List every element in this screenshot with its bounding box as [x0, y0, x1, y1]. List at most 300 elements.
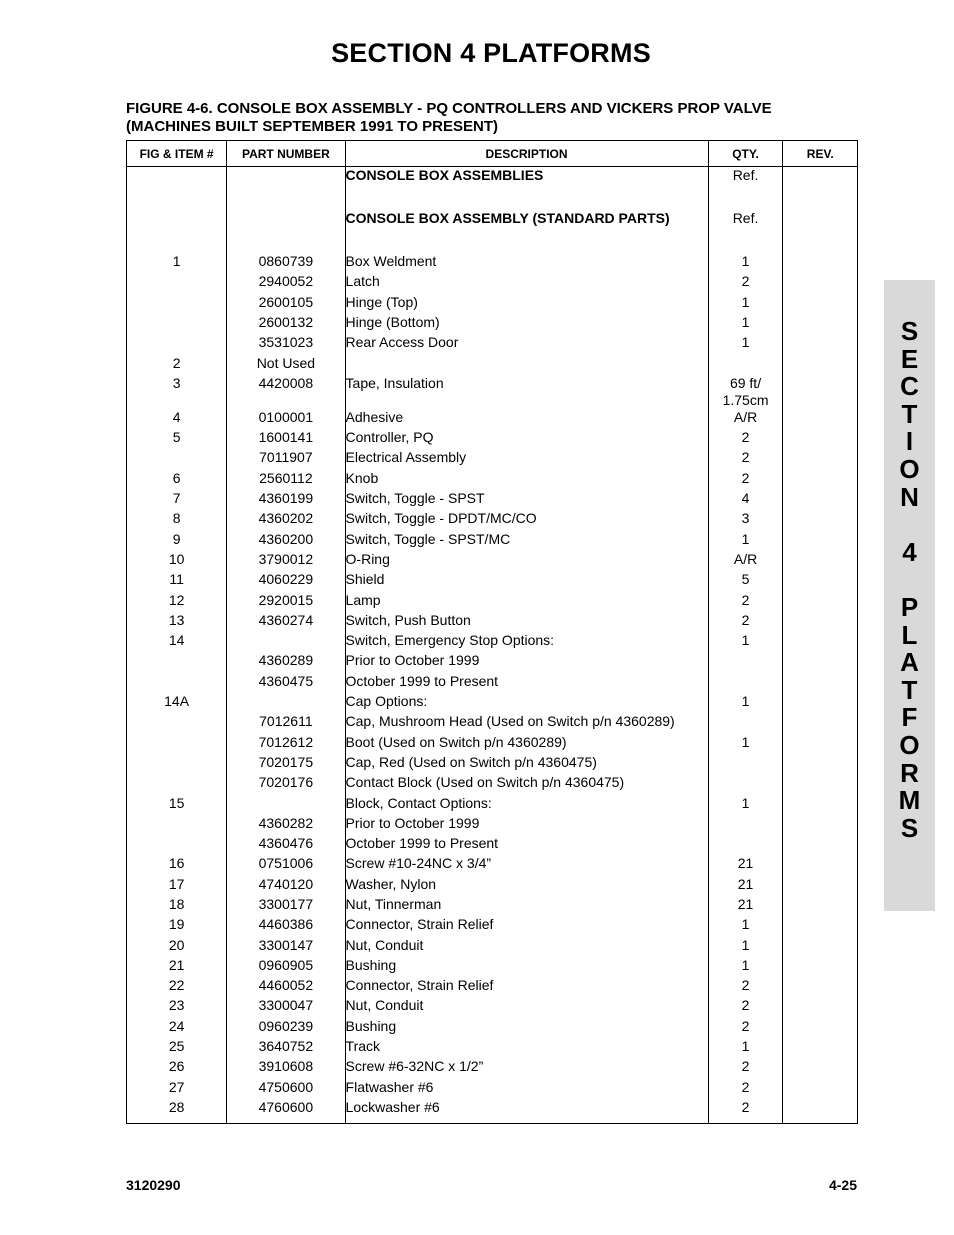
- cell-description: [345, 355, 708, 375]
- cell-rev: [783, 429, 858, 449]
- cell-qty: Ref.: [708, 210, 783, 230]
- table-row: [127, 490, 858, 510]
- cell-description: Cap Options:: [345, 693, 708, 713]
- cell-qty: 69 ft/ 1.75cm: [708, 375, 783, 409]
- cell-fig-item: 3: [127, 375, 227, 409]
- section-title: SECTION 4 PLATFORMS: [331, 38, 651, 68]
- cell-rev: [783, 774, 858, 794]
- cell-qty: 2: [708, 1079, 783, 1099]
- figure-title: [126, 100, 866, 136]
- table-row: [127, 957, 858, 977]
- cell-qty: 1: [708, 334, 783, 354]
- side-tab-gap: [884, 566, 935, 594]
- table-row: [127, 632, 858, 652]
- cell-fig-item: [127, 210, 227, 230]
- cell-part-number: 7012612: [227, 734, 345, 754]
- cell-description: Flatwasher #6: [345, 1079, 708, 1099]
- cell-description: Rear Access Door: [345, 334, 708, 354]
- cell-fig-item: 16: [127, 855, 227, 875]
- cell-description: CONSOLE BOX ASSEMBLIES: [345, 167, 708, 187]
- cell-fig-item: [127, 273, 227, 293]
- cell-qty: [708, 713, 783, 733]
- cell-fig-item: [127, 774, 227, 794]
- cell-qty: 1: [708, 693, 783, 713]
- cell-fig-item: 11: [127, 571, 227, 591]
- table-row: [127, 449, 858, 469]
- cell-description: Block, Contact Options:: [345, 795, 708, 815]
- table-row: [127, 253, 858, 273]
- cell-qty: 2: [708, 1099, 783, 1119]
- cell-part-number: 7012611: [227, 713, 345, 733]
- table-row: [127, 314, 858, 334]
- cell-description: Cap, Mushroom Head (Used on Switch p/n 4360289): [345, 713, 708, 733]
- cell-rev: [783, 551, 858, 571]
- cell-description: Lamp: [345, 592, 708, 612]
- cell-fig-item: [127, 815, 227, 835]
- cell-description: October 1999 to Present: [345, 835, 708, 855]
- cell-qty: 1: [708, 531, 783, 551]
- cell-part-number: 4360282: [227, 815, 345, 835]
- cell-description: Lockwasher #6: [345, 1099, 708, 1119]
- cell-rev: [783, 1079, 858, 1099]
- cell-description: Latch: [345, 273, 708, 293]
- cell-description: Controller, PQ: [345, 429, 708, 449]
- cell-description: Connector, Strain Relief: [345, 916, 708, 936]
- table-row: [127, 734, 858, 754]
- cell-description: October 1999 to Present: [345, 673, 708, 693]
- cell-part-number: 7020175: [227, 754, 345, 774]
- cell-part-number: 4360202: [227, 510, 345, 530]
- table-header-row: [127, 141, 858, 167]
- table-row: [127, 876, 858, 896]
- cell-qty: 21: [708, 896, 783, 916]
- cell-rev: [783, 734, 858, 754]
- side-tab-letter: O: [899, 729, 920, 760]
- cell-part-number: 3910608: [227, 1058, 345, 1078]
- table-row: [127, 916, 858, 936]
- cell-qty: 1: [708, 937, 783, 957]
- side-tab-letter: R: [900, 757, 919, 788]
- cell-qty: [708, 355, 783, 375]
- table-row: [127, 673, 858, 693]
- cell-rev: [783, 490, 858, 510]
- cell-fig-item: [127, 673, 227, 693]
- cell-rev: [783, 957, 858, 977]
- table-row: [127, 1018, 858, 1038]
- document-number: 3120290: [126, 1177, 181, 1193]
- side-tab-letter: I: [905, 426, 914, 457]
- cell-rev: [783, 273, 858, 293]
- side-tab-letter: E: [900, 343, 919, 374]
- table-row: [127, 774, 858, 794]
- cell-qty: [708, 652, 783, 672]
- table-row: [127, 1058, 858, 1078]
- cell-fig-item: 4: [127, 409, 227, 429]
- cell-part-number: 4360289: [227, 652, 345, 672]
- cell-qty: 1: [708, 795, 783, 815]
- table-row: [127, 835, 858, 855]
- table-row: [127, 896, 858, 916]
- cell-fig-item: 1: [127, 253, 227, 273]
- cell-part-number: 4060229: [227, 571, 345, 591]
- cell-rev: [783, 815, 858, 835]
- cell-part-number: 4360200: [227, 531, 345, 551]
- cell-fig-item: 14: [127, 632, 227, 652]
- cell-rev: [783, 375, 858, 409]
- cell-description: Hinge (Top): [345, 294, 708, 314]
- table-row: [127, 592, 858, 612]
- cell-qty: [708, 774, 783, 794]
- cell-description: Switch, Push Button: [345, 612, 708, 632]
- cell-rev: [783, 210, 858, 230]
- cell-fig-item: 28: [127, 1099, 227, 1119]
- cell-description: CONSOLE BOX ASSEMBLY (STANDARD PARTS): [345, 210, 708, 230]
- cell-rev: [783, 449, 858, 469]
- table-row: [127, 294, 858, 314]
- cell-rev: [783, 1018, 858, 1038]
- table-row: [127, 273, 858, 293]
- cell-fig-item: 17: [127, 876, 227, 896]
- table-row: [127, 551, 858, 571]
- side-tab-text: [884, 318, 935, 842]
- cell-qty: 2: [708, 997, 783, 1017]
- cell-qty: 1: [708, 916, 783, 936]
- cell-fig-item: 21: [127, 957, 227, 977]
- cell-fig-item: 9: [127, 531, 227, 551]
- cell-qty: 1: [708, 1038, 783, 1058]
- cell-part-number: 0751006: [227, 855, 345, 875]
- table-row: [127, 510, 858, 530]
- cell-fig-item: [127, 754, 227, 774]
- cell-part-number: 0960239: [227, 1018, 345, 1038]
- cell-part-number: 3640752: [227, 1038, 345, 1058]
- cell-fig-item: [127, 167, 227, 187]
- table-row: [127, 167, 858, 187]
- table-row: [127, 470, 858, 490]
- cell-part-number: 0860739: [227, 253, 345, 273]
- cell-rev: [783, 314, 858, 334]
- cell-part-number: 7011907: [227, 449, 345, 469]
- table-row: [127, 409, 858, 429]
- cell-part-number: 3531023: [227, 334, 345, 354]
- cell-part-number: 4360475: [227, 673, 345, 693]
- cell-part-number: 2940052: [227, 273, 345, 293]
- cell-fig-item: 5: [127, 429, 227, 449]
- table-row: [127, 652, 858, 672]
- table-row: [127, 375, 858, 409]
- cell-fig-item: 25: [127, 1038, 227, 1058]
- cell-part-number: 3300177: [227, 896, 345, 916]
- cell-qty: 2: [708, 429, 783, 449]
- cell-fig-item: 8: [127, 510, 227, 530]
- cell-qty: 21: [708, 876, 783, 896]
- cell-fig-item: 10: [127, 551, 227, 571]
- cell-description: Switch, Toggle - SPST: [345, 490, 708, 510]
- cell-description: Washer, Nylon: [345, 876, 708, 896]
- cell-part-number: 1600141: [227, 429, 345, 449]
- cell-qty: 4: [708, 490, 783, 510]
- cell-rev: [783, 167, 858, 187]
- cell-rev: [783, 916, 858, 936]
- cell-rev: [783, 835, 858, 855]
- cell-fig-item: 26: [127, 1058, 227, 1078]
- cell-fig-item: [127, 734, 227, 754]
- cell-rev: [783, 754, 858, 774]
- cell-part-number: 4760600: [227, 1099, 345, 1119]
- cell-qty: 21: [708, 855, 783, 875]
- cell-part-number: 2600105: [227, 294, 345, 314]
- side-tab-letter: N: [900, 481, 919, 512]
- cell-fig-item: 18: [127, 896, 227, 916]
- cell-qty: 2: [708, 612, 783, 632]
- table-row: [127, 754, 858, 774]
- cell-description: Electrical Assembly: [345, 449, 708, 469]
- cell-rev: [783, 937, 858, 957]
- cell-part-number: Not Used: [227, 355, 345, 375]
- cell-qty: 3: [708, 510, 783, 530]
- cell-qty: 2: [708, 470, 783, 490]
- cell-fig-item: 12: [127, 592, 227, 612]
- cell-fig-item: 24: [127, 1018, 227, 1038]
- table-row: [127, 429, 858, 449]
- cell-qty: 2: [708, 592, 783, 612]
- table-row: [127, 693, 858, 713]
- cell-description: Connector, Strain Relief: [345, 977, 708, 997]
- cell-fig-item: 23: [127, 997, 227, 1017]
- cell-qty: 1: [708, 734, 783, 754]
- figure-title-line-1: FIGURE 4-6. CONSOLE BOX ASSEMBLY - PQ CONTROLLERS AND VICKERS PROP VALVE: [126, 100, 772, 117]
- cell-qty: 5: [708, 571, 783, 591]
- table-row: [127, 815, 858, 835]
- cell-qty: [708, 673, 783, 693]
- table-row: [127, 713, 858, 733]
- page-number: 4-25: [828, 1177, 857, 1193]
- cell-qty: A/R: [708, 409, 783, 429]
- cell-part-number: 4750600: [227, 1079, 345, 1099]
- cell-part-number: [227, 795, 345, 815]
- cell-description: Knob: [345, 470, 708, 490]
- cell-fig-item: 19: [127, 916, 227, 936]
- cell-qty: 1: [708, 253, 783, 273]
- cell-rev: [783, 571, 858, 591]
- side-tab-letter: F: [901, 702, 918, 733]
- cell-qty: [708, 835, 783, 855]
- table-row: [127, 612, 858, 632]
- side-tab-letter: S: [900, 812, 919, 843]
- cell-rev: [783, 855, 858, 875]
- cell-description: O-Ring: [345, 551, 708, 571]
- parts-table-body: [127, 167, 858, 1124]
- cell-description: Switch, Toggle - DPDT/MC/CO: [345, 510, 708, 530]
- cell-qty: 1: [708, 294, 783, 314]
- cell-fig-item: [127, 294, 227, 314]
- cell-description: Switch, Emergency Stop Options:: [345, 632, 708, 652]
- cell-rev: [783, 673, 858, 693]
- cell-rev: [783, 997, 858, 1017]
- cell-part-number: 4740120: [227, 876, 345, 896]
- parts-table: [126, 140, 858, 1124]
- cell-rev: [783, 693, 858, 713]
- cell-part-number: 4420008: [227, 375, 345, 409]
- header-qty: QTY.: [708, 141, 783, 167]
- cell-rev: [783, 592, 858, 612]
- cell-part-number: [227, 167, 345, 187]
- cell-description: Tape, Insulation: [345, 375, 708, 409]
- table-row: [127, 855, 858, 875]
- cell-fig-item: [127, 314, 227, 334]
- cell-description: Screw #6-32NC x 1/2”: [345, 1058, 708, 1078]
- cell-part-number: 3300047: [227, 997, 345, 1017]
- side-tab-letter: L: [901, 619, 918, 650]
- cell-part-number: 7020176: [227, 774, 345, 794]
- cell-rev: [783, 1099, 858, 1119]
- cell-fig-item: 15: [127, 795, 227, 815]
- cell-rev: [783, 632, 858, 652]
- cell-part-number: 4360476: [227, 835, 345, 855]
- cell-qty: 1: [708, 314, 783, 334]
- table-row: [127, 977, 858, 997]
- cell-rev: [783, 795, 858, 815]
- table-row: [127, 1038, 858, 1058]
- cell-part-number: 2920015: [227, 592, 345, 612]
- cell-part-number: 4360274: [227, 612, 345, 632]
- cell-fig-item: [127, 449, 227, 469]
- side-tab-letter: T: [901, 398, 918, 429]
- cell-qty: 2: [708, 1018, 783, 1038]
- cell-part-number: 2560112: [227, 470, 345, 490]
- table-row: [127, 571, 858, 591]
- cell-description: Bushing: [345, 1018, 708, 1038]
- cell-qty: 2: [708, 273, 783, 293]
- cell-part-number: 3300147: [227, 937, 345, 957]
- spacer-row: [127, 187, 858, 210]
- table-row: [127, 531, 858, 551]
- cell-qty: 2: [708, 977, 783, 997]
- cell-description: Nut, Conduit: [345, 937, 708, 957]
- cell-rev: [783, 896, 858, 916]
- side-tab-letter: S: [900, 316, 919, 346]
- cell-description: Adhesive: [345, 409, 708, 429]
- cell-fig-item: [127, 713, 227, 733]
- cell-description: Box Weldment: [345, 253, 708, 273]
- cell-part-number: 4460386: [227, 916, 345, 936]
- cell-rev: [783, 253, 858, 273]
- cell-fig-item: 20: [127, 937, 227, 957]
- cell-description: Hinge (Bottom): [345, 314, 708, 334]
- cell-qty: 1: [708, 957, 783, 977]
- table-row: [127, 355, 858, 375]
- table-row: [127, 334, 858, 354]
- cell-rev: [783, 294, 858, 314]
- cell-rev: [783, 531, 858, 551]
- cell-description: Cap, Red (Used on Switch p/n 4360475): [345, 754, 708, 774]
- cell-part-number: 4460052: [227, 977, 345, 997]
- cell-qty: [708, 754, 783, 774]
- cell-fig-item: 27: [127, 1079, 227, 1099]
- table-end-row: [127, 1119, 858, 1124]
- cell-part-number: 3790012: [227, 551, 345, 571]
- cell-description: Contact Block (Used on Switch p/n 4360475): [345, 774, 708, 794]
- cell-fig-item: 2: [127, 355, 227, 375]
- table-row: [127, 210, 858, 230]
- cell-qty: 1: [708, 632, 783, 652]
- cell-description: Nut, Conduit: [345, 997, 708, 1017]
- cell-part-number: 4360199: [227, 490, 345, 510]
- cell-rev: [783, 713, 858, 733]
- cell-fig-item: 7: [127, 490, 227, 510]
- cell-rev: [783, 977, 858, 997]
- table-row: [127, 997, 858, 1017]
- cell-rev: [783, 652, 858, 672]
- header-description: DESCRIPTION: [345, 141, 708, 167]
- cell-description: Shield: [345, 571, 708, 591]
- cell-part-number: [227, 210, 345, 230]
- cell-fig-item: 22: [127, 977, 227, 997]
- side-tab-letter: P: [900, 591, 919, 622]
- cell-qty: 2: [708, 1058, 783, 1078]
- cell-rev: [783, 1058, 858, 1078]
- cell-rev: [783, 612, 858, 632]
- cell-qty: [708, 815, 783, 835]
- side-tab-letter: A: [900, 647, 919, 678]
- header-part-number: PART NUMBER: [227, 141, 345, 167]
- cell-description: Prior to October 1999: [345, 652, 708, 672]
- cell-fig-item: [127, 334, 227, 354]
- table-row: [127, 937, 858, 957]
- header-rev: REV.: [783, 141, 858, 167]
- side-tab-letter: M: [898, 785, 921, 816]
- cell-part-number: [227, 632, 345, 652]
- cell-fig-item: 13: [127, 612, 227, 632]
- cell-description: Bushing: [345, 957, 708, 977]
- cell-description: Boot (Used on Switch p/n 4360289): [345, 734, 708, 754]
- cell-fig-item: [127, 835, 227, 855]
- cell-rev: [783, 334, 858, 354]
- cell-fig-item: [127, 652, 227, 672]
- side-tab-letter: 4: [902, 536, 917, 567]
- side-tab-gap: [884, 511, 935, 539]
- cell-rev: [783, 409, 858, 429]
- side-tab-letter: T: [901, 674, 918, 705]
- cell-qty: 2: [708, 449, 783, 469]
- header-fig-item: FIG & ITEM #: [127, 141, 227, 167]
- cell-fig-item: 6: [127, 470, 227, 490]
- table-row: [127, 1079, 858, 1099]
- side-tab-letter: C: [900, 371, 919, 402]
- cell-description: Prior to October 1999: [345, 815, 708, 835]
- figure-title-line-2: (MACHINES BUILT SEPTEMBER 1991 TO PRESENT): [126, 118, 498, 135]
- table-row: [127, 1099, 858, 1119]
- section-side-tab: [884, 280, 935, 911]
- cell-rev: [783, 470, 858, 490]
- cell-rev: [783, 1038, 858, 1058]
- cell-part-number: [227, 693, 345, 713]
- cell-rev: [783, 876, 858, 896]
- cell-part-number: 0960905: [227, 957, 345, 977]
- cell-qty: Ref.: [708, 167, 783, 187]
- cell-description: Switch, Toggle - SPST/MC: [345, 531, 708, 551]
- spacer-row: [127, 230, 858, 253]
- cell-rev: [783, 355, 858, 375]
- cell-part-number: 0100001: [227, 409, 345, 429]
- side-tab-letter: O: [899, 453, 920, 484]
- cell-fig-item: 14A: [127, 693, 227, 713]
- table-row: [127, 795, 858, 815]
- cell-qty: A/R: [708, 551, 783, 571]
- cell-description: Screw #10-24NC x 3/4”: [345, 855, 708, 875]
- cell-description: Nut, Tinnerman: [345, 896, 708, 916]
- cell-description: Track: [345, 1038, 708, 1058]
